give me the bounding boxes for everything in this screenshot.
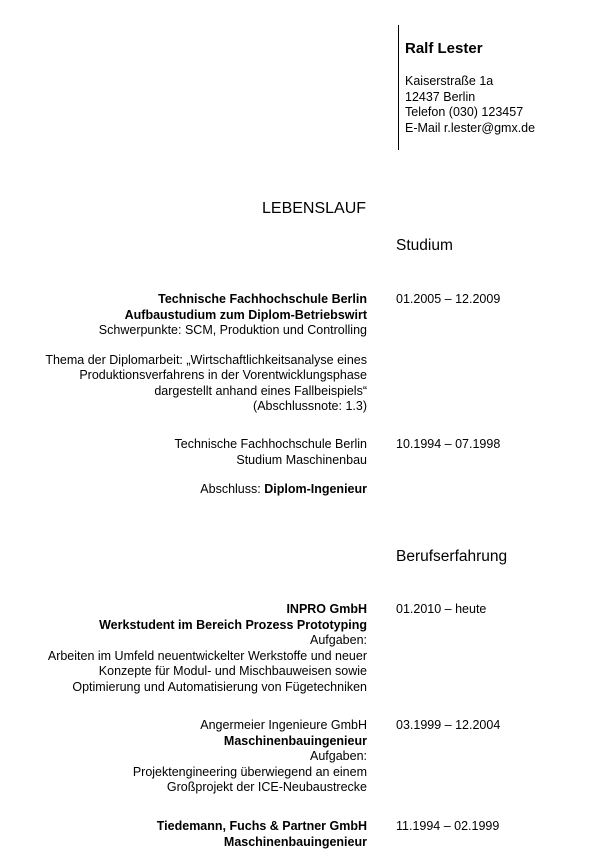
final-degree-label: Abschluss: [200, 482, 261, 496]
grade: (Abschlussnote: 1.3) [253, 399, 367, 413]
company: Tiedemann, Fuchs & Partner GmbH [156, 819, 367, 833]
studium-entry-1 [7, 292, 367, 415]
institution: Technische Fachhochschule Berlin [158, 292, 367, 306]
task-line: Optimierung und Automatisierung von Fügetechniken [72, 679, 367, 694]
position: Werkstudent im Bereich Prozess Prototyping [99, 617, 367, 632]
beruf-dates-1: 01.2010 – heute [396, 602, 487, 616]
address-city: 12437 Berlin [405, 89, 476, 104]
task-line: Projektengineering überwiegend an einem [132, 764, 367, 779]
studium-dates-2: 10.1994 – 07.1998 [396, 437, 501, 451]
final-degree-value: Diplom-Ingenieur [264, 482, 367, 496]
email-address: E-Mail r.lester@gmx.de [405, 120, 536, 135]
position: Maschinenbauingenieur [223, 733, 367, 748]
company: INPRO GmbH [286, 602, 367, 616]
task-line: Arbeiten im Umfeld neuentwickelter Werkstoffe und neuer [47, 648, 367, 663]
beruf-dates-3: 11.1994 – 02.1999 [396, 819, 500, 833]
contact-block [405, 74, 535, 136]
task-line: Konzepte für Modul- und Mischbauweisen sowie [98, 664, 367, 678]
tasks-label: Aufgaben: [310, 749, 367, 763]
phone-number: Telefon (030) 123457 [405, 105, 524, 119]
section-title-beruf: Berufserfahrung [396, 548, 508, 565]
thesis-line: Thema der Diplomarbeit: „Wirtschaftlichkeitsanalyse eines [45, 352, 367, 367]
cv-title: LEBENSLAUF [262, 200, 367, 217]
institution: Technische Fachhochschule Berlin [174, 437, 367, 451]
final-degree [7, 482, 367, 498]
applicant-name: Ralf Lester [405, 40, 483, 57]
tasks-label: Aufgaben: [310, 633, 367, 647]
beruf-dates-2: 03.1999 – 12.2004 [396, 718, 501, 732]
thesis-line: Produktionsverfahrens in der Vorentwicklungsphase [79, 368, 367, 382]
studium-dates-1: 01.2005 – 12.2009 [396, 292, 501, 306]
beruf-entry-3 [7, 819, 367, 850]
beruf-entry-1 [7, 602, 367, 695]
beruf-entry-2 [7, 718, 367, 796]
degree: Aufbaustudium zum Diplom-Betriebswirt [124, 307, 367, 322]
focus: Schwerpunkte: SCM, Produktion und Controlling [98, 323, 367, 337]
studium-entry-2 [7, 437, 367, 498]
header-divider [398, 25, 399, 150]
thesis-line: dargestellt anhand eines Fallbeispiels“ [154, 383, 367, 398]
section-title-studium: Studium [396, 237, 453, 254]
company: Angermeier Ingenieure GmbH [200, 718, 367, 732]
degree: Studium Maschinenbau [236, 452, 367, 467]
position: Maschinenbauingenieur [223, 834, 367, 849]
task-line: Großprojekt der ICE-Neubaustrecke [166, 780, 367, 794]
address-street: Kaiserstraße 1a [405, 74, 494, 88]
